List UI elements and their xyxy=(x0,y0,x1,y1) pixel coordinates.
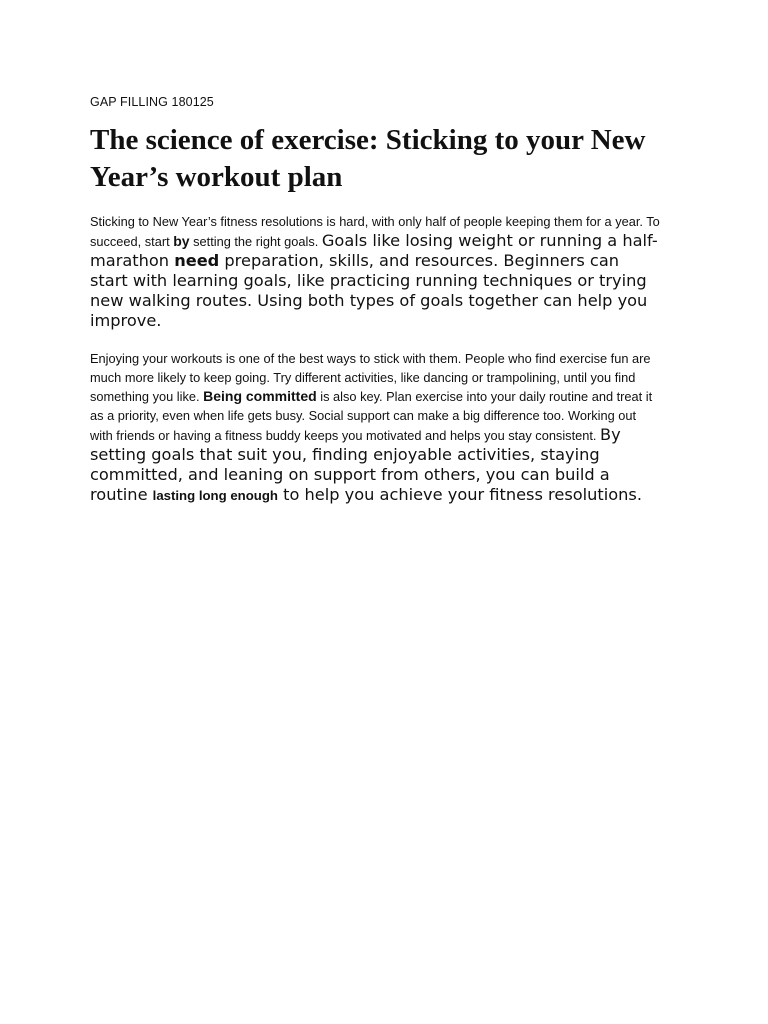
paragraph-1-text-4: preparation, skills, and resources. Beginners can start with learning goals, like practicing running techniques or trying new walking routes. Using both types of goals together can help you improve. xyxy=(90,251,648,330)
paragraph-1-text-1: Sticking to New Year’s fitness resolutions is hard, with only half of people keeping them for a year. To succeed, start xyxy=(90,214,660,249)
paragraph-2-text-4: to help you achieve your fitness resolutions. xyxy=(277,485,642,504)
gap-answer-being-committed: Being committed xyxy=(203,388,317,404)
paragraph-2-text-2: is also key. Plan exercise into your daily routine and treat it as a priority, even when life gets busy. Social support can make a big difference too. Working out with friends or having a fitness buddy keeps you motivated and helps you stay consistent. xyxy=(90,389,653,443)
document-label: GAP FILLING 180125 xyxy=(90,95,214,109)
document-title: The science of exercise: Sticking to your New Year’s workout plan xyxy=(90,124,646,193)
paragraph-2-text-3: By setting goals that suit you, finding enjoyable activities, staying committed, and leaning on support from others, you can build a routine xyxy=(90,425,621,504)
paragraph-2 xyxy=(90,349,660,505)
paragraph-1-text-2: setting the right goals. xyxy=(189,234,322,249)
paragraph-2-text-1: Enjoying your workouts is one of the best ways to stick with them. People who find exercise fun are much more likely to keep going. Try different activities, like dancing or trampolining, until you find something you like. xyxy=(90,351,651,404)
document-page xyxy=(90,94,680,523)
gap-answer-need: need xyxy=(174,251,220,270)
gap-answer-by: by xyxy=(173,233,190,249)
paragraph-1 xyxy=(90,212,660,331)
gap-answer-lasting-long-enough: lasting long enough xyxy=(152,488,278,503)
paragraph-1-text-3: Goals like losing weight or running a half-marathon xyxy=(90,231,658,270)
